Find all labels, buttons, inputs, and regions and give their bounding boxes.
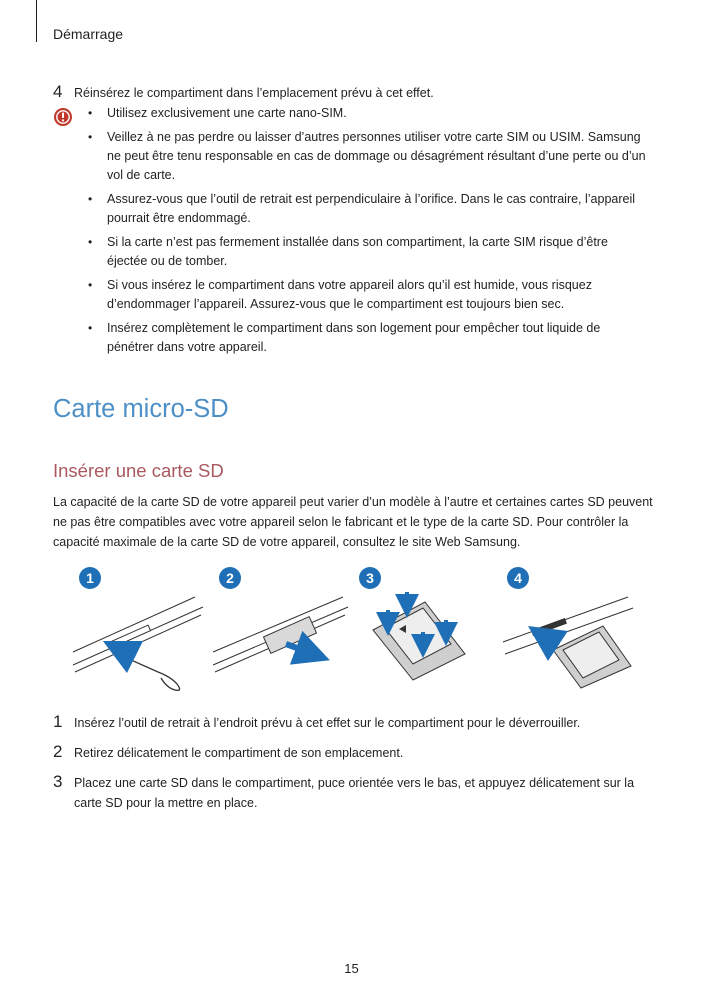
panel-3 bbox=[359, 567, 465, 680]
panel-1 bbox=[73, 567, 203, 690]
bullet-mark: • bbox=[88, 106, 93, 120]
ejection-pin bbox=[113, 652, 180, 690]
bullet-mark: • bbox=[88, 192, 93, 206]
tray-slot bbox=[112, 625, 151, 647]
caution-item bbox=[88, 319, 648, 357]
page-number: 15 bbox=[344, 961, 359, 976]
caution-item bbox=[88, 104, 648, 123]
section-label: Démarrage bbox=[53, 26, 124, 42]
section-subtitle: Insérer une carte SD bbox=[53, 460, 224, 481]
caution-item-text: Si la carte n’est pas fermement installée dans son compartiment, la carte SIM risque d’être éjectée ou de tomber. bbox=[107, 235, 608, 268]
panel-2 bbox=[213, 567, 348, 672]
step-text: Placez une carte SD dans le compartiment, puce orientée vers le bas, et appuyez délicatement sur la carte SD pour la mettre en place. bbox=[74, 776, 635, 810]
panel-number: 2 bbox=[226, 570, 234, 586]
caution-item-text: Utilisez exclusivement une carte nano-SIM. bbox=[107, 106, 347, 120]
caution-item-text: Assurez-vous que l’outil de retrait est perpendiculaire à l’orifice. Dans le cas contraire, l’appareil pourrait être endommagé. bbox=[107, 192, 636, 225]
caution-item bbox=[88, 276, 648, 314]
caution-item-text: Veillez à ne pas perdre ou laisser d’autres personnes utiliser votre carte SIM ou USIM. Samsung ne peut être tenu responsable en cas de dommage ou désagrément résultant d’une perte ou d’un vol de carte. bbox=[107, 130, 646, 182]
caution-item bbox=[88, 190, 648, 228]
caution-list bbox=[88, 104, 648, 362]
step-item bbox=[53, 742, 653, 763]
step-number: 4 bbox=[53, 82, 63, 101]
step-text: Réinsérez le compartiment dans l’emplacement prévu à cet effet. bbox=[74, 86, 434, 100]
caution-item-text: Insérez complètement le compartiment dans son logement pour empêcher tout liquide de pénétrer dans votre appareil. bbox=[107, 321, 601, 354]
panel-number: 3 bbox=[366, 570, 374, 586]
step-number: 2 bbox=[53, 742, 63, 761]
step-number: 1 bbox=[53, 712, 63, 731]
bullet-mark: • bbox=[88, 278, 93, 292]
insert-sd-figure bbox=[53, 562, 653, 712]
bullet-mark: • bbox=[88, 130, 93, 144]
panel-number: 4 bbox=[514, 570, 522, 586]
step-text: Insérez l’outil de retrait à l’endroit prévu à cet effet sur le compartiment pour le déverrouiller. bbox=[74, 716, 581, 730]
bullet-mark: • bbox=[88, 235, 93, 249]
header-rule bbox=[36, 0, 37, 42]
step-item bbox=[53, 712, 653, 733]
caution-icon bbox=[53, 107, 73, 127]
caution-item-text: Si vous insérez le compartiment dans votre appareil alors qu’il est humide, vous risquez d’endommager l’appareil. Assurez-vous que le compartiment est toujours bien sec. bbox=[107, 278, 592, 311]
intro-paragraph: La capacité de la carte SD de votre appareil peut varier d’un modèle à l’autre et certaines cartes SD peuvent ne pas être compatibles avec votre appareil selon le fabricant et le type de la carte SD. Pour contrôler la capacité maximale de la carte SD de votre appareil, consultez le site Web Samsung. bbox=[53, 495, 653, 549]
step-text: Retirez délicatement le compartiment de son emplacement. bbox=[74, 746, 404, 760]
caution-item bbox=[88, 128, 648, 185]
step-4 bbox=[53, 82, 653, 102]
bullet-mark: • bbox=[88, 321, 93, 335]
panel-4 bbox=[503, 567, 633, 688]
caution-item bbox=[88, 233, 648, 271]
steps-list bbox=[53, 712, 653, 822]
step-item bbox=[53, 772, 653, 813]
panel-number: 1 bbox=[86, 570, 94, 586]
section-title: Carte micro-SD bbox=[53, 395, 229, 423]
figure-illustration bbox=[53, 562, 653, 712]
step-number: 3 bbox=[53, 772, 63, 791]
